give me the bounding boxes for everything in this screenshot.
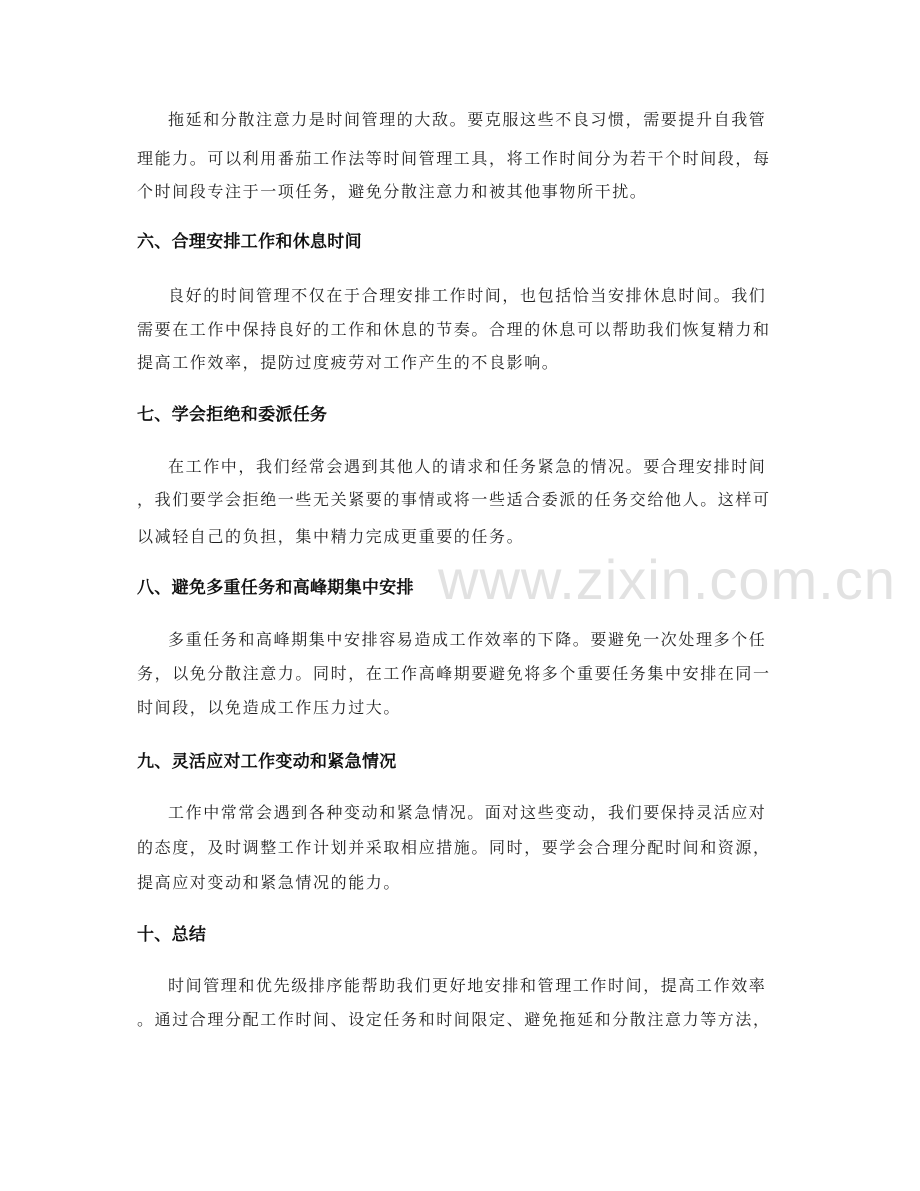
paragraph-line: 良好的时间管理不仅在于合理安排工作时间，也包括恰当安排休息时间。我们: [168, 286, 767, 305]
paragraph-line: 务，以免分散注意力。同时，在工作高峰期要避免将多个重要任务集中安排在同一: [137, 664, 771, 683]
paragraph-line: 的态度，及时调整工作计划并采取相应措施。同时，要学会合理分配时间和资源，: [137, 838, 771, 857]
section-heading: 六、合理安排工作和休息时间: [137, 232, 362, 252]
watermark: www.zixin.com.cn: [438, 548, 896, 611]
paragraph-line: ，我们要学会拒绝一些无关紧要的事情或将一些适合委派的任务交给他人。这样可: [137, 490, 771, 509]
paragraph-line: 。通过合理分配工作时间、设定任务和时间限定、避免拖延和分散注意力等方法，: [137, 1010, 771, 1029]
paragraph-line: 提高工作效率，提防过度疲劳对工作产生的不良影响。: [137, 353, 560, 372]
section-heading: 九、灵活应对工作变动和紧急情况: [137, 752, 397, 772]
paragraph-line: 个时间段专注于一项任务，避免分散注意力和被其他事物所干扰。: [137, 182, 648, 201]
paragraph-line: 需要在工作中保持良好的工作和休息的节奏。合理的休息可以帮助我们恢复精力和: [137, 320, 771, 339]
paragraph-line: 提高应对变动和紧急情况的能力。: [137, 873, 402, 892]
paragraph-line: 理能力。可以利用番茄工作法等时间管理工具，将工作时间分为若干个时间段，每: [137, 149, 771, 168]
paragraph-line: 多重任务和高峰期集中安排容易造成工作效率的下降。要避免一次处理多个任: [168, 630, 767, 649]
paragraph-line: 在工作中，我们经常会遇到其他人的请求和任务紧急的情况。要合理安排时间: [168, 457, 767, 476]
section-heading: 八、避免多重任务和高峰期集中安排: [137, 578, 414, 598]
paragraph-line: 以减轻自己的负担，集中精力完成更重要的任务。: [137, 527, 525, 546]
paragraph-line: 工作中常常会遇到各种变动和紧急情况。面对这些变动，我们要保持灵活应对: [168, 803, 767, 822]
paragraph-line: 时间段，以免造成工作压力过大。: [137, 698, 402, 717]
section-heading: 十、总结: [137, 925, 207, 945]
paragraph-line: 拖延和分散注意力是时间管理的大敌。要克服这些不良习惯，需要提升自我管: [168, 110, 767, 129]
paragraph-line: 时间管理和优先级排序能帮助我们更好地安排和管理工作时间，提高工作效率: [168, 976, 767, 995]
section-heading: 七、学会拒绝和委派任务: [137, 405, 328, 425]
